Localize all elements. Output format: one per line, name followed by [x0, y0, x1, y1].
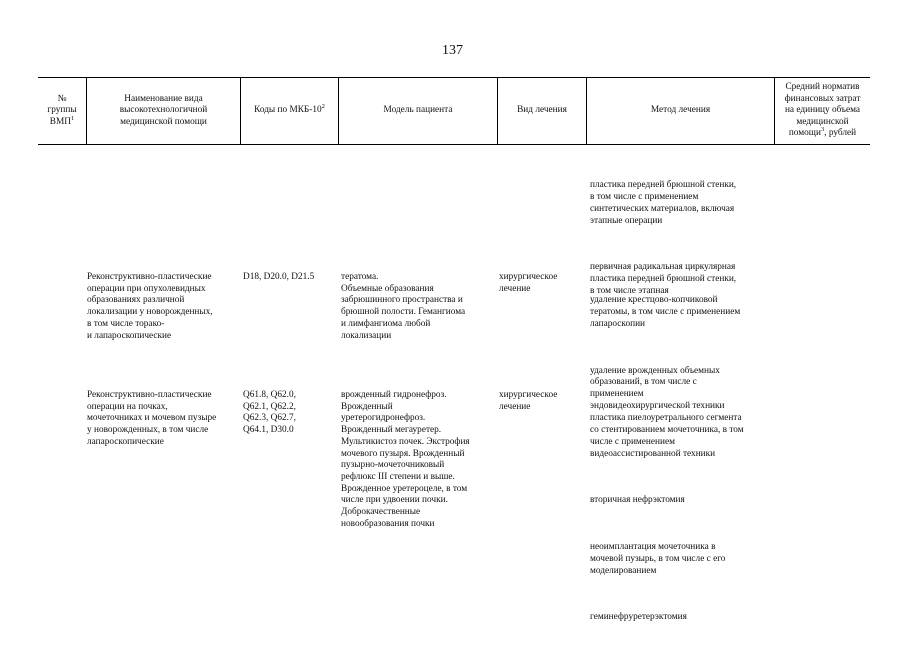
- row2-treatment-type: хирургическое лечение: [499, 390, 558, 412]
- method-item: удаление крестцово-копчиковой тератомы, в том числе с применением лапароскопии: [590, 295, 741, 329]
- header-care-type: Наименование вида высокотехнологичной медицинской помощи: [119, 93, 208, 127]
- row2-patient-model: врожденный гидронефроз. Врожденный уретерогидронефроз. Врожденный мегауретер. Мультикистоз почек. Экстрофия мочевого пузыря. Врожденный пузырно-мочеточниковый рефлюкс III степени и выше. Врожденное уретероцеле, в том числе при удвоении почки. Доброкачественные новообразования почки: [341, 390, 470, 529]
- method-item: пластика пиелоуретрального сегмента со стентированием мочеточника, в том числе с применением видеоассистированной техники: [590, 413, 744, 459]
- method-item: первичная радикальная циркулярная пластика передней брюшной стенки, в том числе этапная: [590, 262, 737, 296]
- method-item: вторичная нефрэктомия: [590, 495, 685, 506]
- row1-care-type: Реконструктивно-пластические операции при опухолевидных образованиях различной локализации у новорожденных, в том числе торако- и лапароскопические: [87, 272, 213, 341]
- row2-care-type: Реконструктивно-пластические операции на почках, мочеточниках и мочевом пузыре у новорожденных, в том числе лапароскопические: [87, 390, 217, 447]
- method-item: геминефруретерэктомия: [590, 612, 687, 623]
- row2-icd-codes: Q61.8, Q62.0, Q62.1, Q62.2, Q62.3, Q62.7, Q64.1, D30.0: [243, 390, 296, 436]
- header-group-number: № группы ВМП$^1$: [47, 93, 77, 127]
- row1-treatment-type: хирургическое лечение: [499, 272, 558, 294]
- header-icd-codes: Коды по МКБ-$10^2$: [254, 103, 325, 116]
- method-item: пластика передней брюшной стенки, в том числе с применением синтетических материалов, включая этапные операции: [590, 180, 737, 226]
- header-bottom-rule: [38, 144, 870, 145]
- row1-patient-model: тератома. Объемные образования забрюшинного пространства и брюшной полости. Гемангиома и лимфангиома любой локализации: [341, 272, 466, 341]
- row1-icd-codes: D18, D20.0, D21.5: [243, 272, 315, 282]
- header-cost-standard: Средний норматив финансовых затрат на единицу объема медицинской помощи$^3$, рублей: [784, 82, 861, 139]
- method-item: неоимплантация мочеточника в мочевой пузырь, в том числе с его моделированием: [590, 542, 726, 576]
- row2-methods: [590, 390, 744, 647]
- header-patient-model: Модель пациента: [383, 105, 453, 116]
- header-treatment-type: Вид лечения: [517, 105, 567, 116]
- page-number: 137: [442, 43, 463, 58]
- header-treatment-method: Метод лечения: [650, 105, 711, 116]
- method-item: удаление врожденных объемных образований, в том числе с применением эндовидеохирургической техники: [590, 365, 725, 411]
